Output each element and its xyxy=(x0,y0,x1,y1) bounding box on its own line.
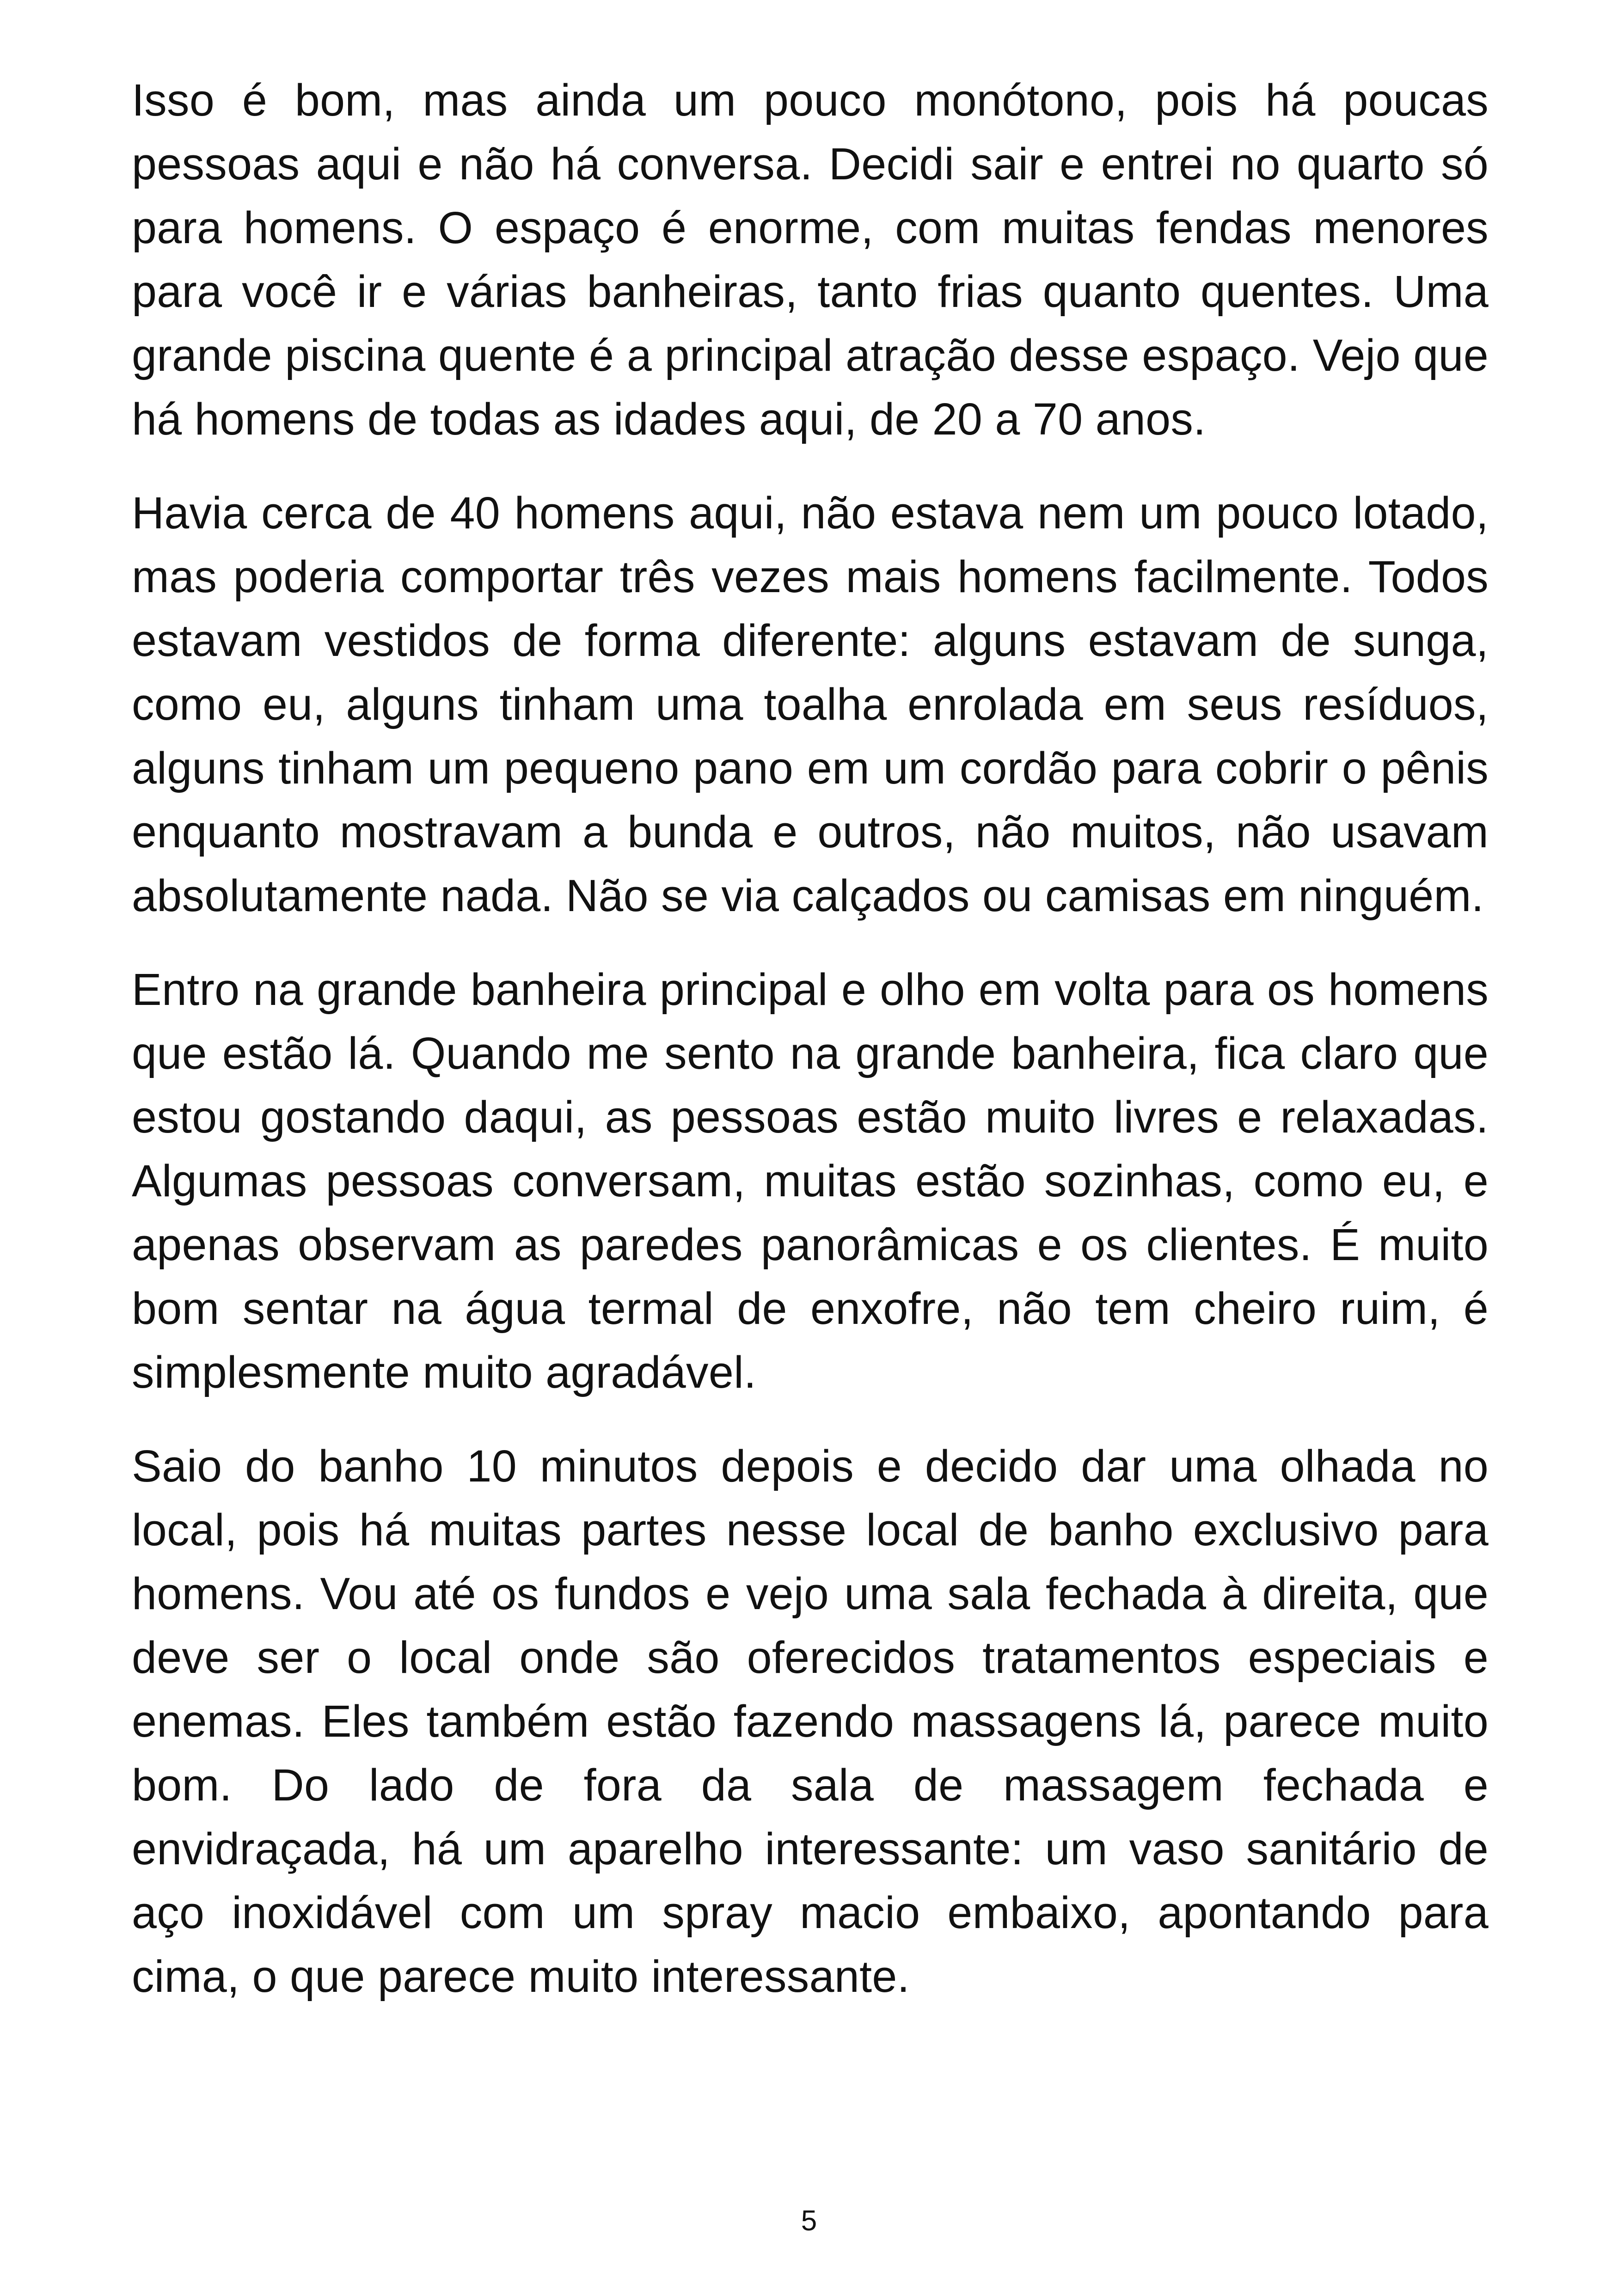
paragraph: Entro na grande banheira principal e olho em volta para os homens que estão lá. Quando me sento na grande banheira, fica claro que estou gostando daqui, as pessoas estão muito livres e relaxadas. Algumas pessoas conversam, muitas estão sozinhas, como eu, e apenas observam as paredes panorâmicas e os clientes. É muito bom sentar na água termal de enxofre, não tem cheiro ruim, é simplesmente muito agradável. xyxy=(132,964,1489,1397)
page-body xyxy=(132,68,1489,2039)
paragraph: Havia cerca de 40 homens aqui, não estava nem um pouco lotado, mas poderia comportar três vezes mais homens facilmente. Todos estavam vestidos de forma diferente: alguns estavam de sunga, como eu, alguns tinham uma toalha enrolada em seus resíduos, alguns tinham um pequeno pano em um cordão para cobrir o pênis enquanto mostravam a bunda e outros, não muitos, não usavam absolutamente nada. Não se via calçados ou camisas em ninguém. xyxy=(132,488,1489,921)
paragraph: Isso é bom, mas ainda um pouco monótono, pois há poucas pessoas aqui e não há conversa. Decidi sair e entrei no quarto só para homens. O espaço é enorme, com muitas fendas menores para você ir e várias banheiras, tanto frias quanto quentes. Uma grande piscina quente é a principal atração desse espaço. Vejo que há homens de todas as idades aqui, de 20 a 70 anos. xyxy=(132,75,1489,444)
paragraph: Saio do banho 10 minutos depois e decido dar uma olhada no local, pois há muitas partes nesse local de banho exclusivo para homens. Vou até os fundos e vejo uma sala fechada à direita, que deve ser o local onde são oferecidos tratamentos especiais e enemas. Eles também estão fazendo massagens lá, parece muito bom. Do lado de fora da sala de massagem fechada e envidraçada, há um aparelho interessante: um vaso sanitário de aço inoxidável com um spray macio embaixo, apontando para cima, o que parece muito interessante. xyxy=(132,1441,1489,2002)
page-number: 5 xyxy=(801,2205,817,2237)
